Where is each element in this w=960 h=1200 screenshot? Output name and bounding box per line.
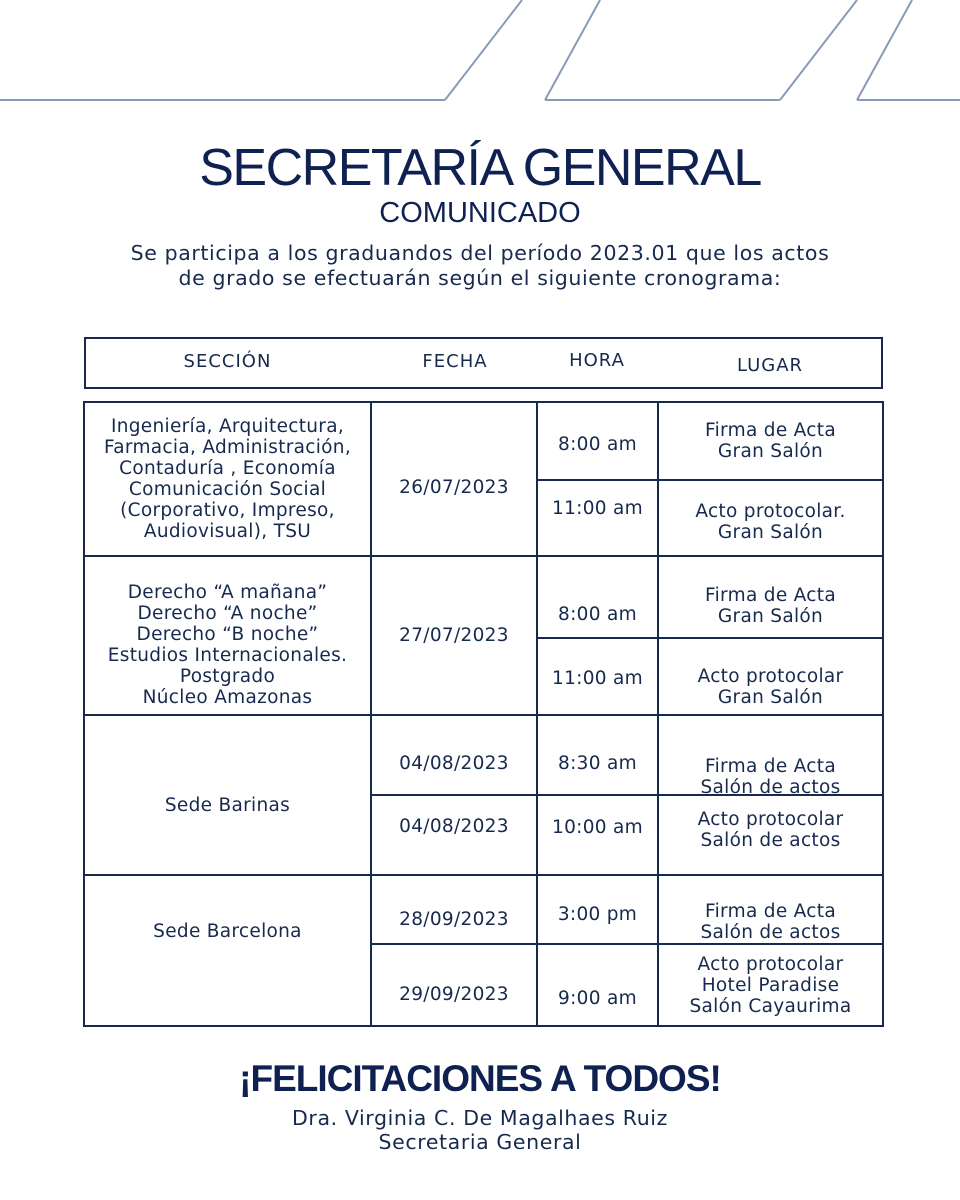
hora-cell: 11:00 am (552, 667, 643, 689)
hora-cell: 9:00 am (558, 987, 637, 1009)
hora-cell: 3:00 pm (557, 903, 638, 925)
hora-cell: 10:00 am (552, 816, 643, 838)
signer-role: Secretaria General (378, 1130, 582, 1154)
page-subtitle: COMUNICADO (379, 197, 581, 229)
fecha-cell: 04/08/2023 (399, 815, 509, 837)
fecha-cell: 27/07/2023 (399, 625, 509, 646)
seccion-cell-barinas: Sede Barinas (164, 794, 291, 816)
lugar-cell: Firma de Acta Gran Salón (705, 585, 836, 627)
fecha-cell: 29/09/2023 (399, 983, 509, 1005)
column-header-hora: HORA (569, 350, 625, 371)
fecha-cell: 04/08/2023 (399, 752, 509, 774)
fecha-cell: 26/07/2023 (399, 476, 509, 498)
lugar-cell: Firma de Acta Gran Salón (705, 420, 836, 462)
lugar-cell: Acto protocolar Salón de actos (697, 809, 844, 851)
hora-cell: 8:00 am (558, 603, 637, 625)
lugar-cell: Firma de Acta Salón de actos (700, 901, 841, 943)
lugar-cell: Acto protocolar. Gran Salón (695, 501, 846, 543)
page-title: SECRETARÍA GENERAL (199, 139, 761, 197)
congratulations-heading: ¡FELICITACIONES A TODOS! (239, 1058, 721, 1099)
column-header-lugar: LUGAR (736, 355, 804, 376)
seccion-cell-derecho: Derecho “A mañana” Derecho “A noche” Derecho “B noche” Estudios Internacionales. Postgrado Núcleo Amazonas (107, 582, 348, 708)
intro-line-1: Se participa a los graduandos del período 2023.01 que los actos (130, 241, 830, 265)
signer-name: Dra. Virginia C. De Magalhaes Ruiz (292, 1106, 668, 1130)
lugar-cell: Acto protocolar Hotel Paradise Salón Cayaurima (689, 953, 852, 1017)
seccion-cell-ingenieria: Ingeniería, Arquitectura, Farmacia, Administración, Contaduría , Economía Comunicación Social (Corporativo, Impreso, Audiovisual), TSU (104, 416, 351, 542)
hora-cell: 11:00 am (552, 497, 643, 519)
column-header-fecha: FECHA (422, 351, 488, 372)
hora-cell: 8:00 am (558, 434, 637, 455)
column-header-seccion: SECCIÓN (183, 351, 272, 372)
seccion-cell-barcelona: Sede Barcelona (153, 920, 302, 942)
lugar-cell: Acto protocolar Gran Salón (697, 666, 844, 708)
hora-cell: 8:30 am (558, 752, 637, 774)
decorative-header-lines (0, 0, 960, 110)
intro-line-2: de grado se efectuarán según el siguiente cronograma: (178, 266, 782, 290)
fecha-cell: 28/09/2023 (399, 908, 509, 930)
lugar-cell: Firma de Acta Salón de actos (700, 756, 841, 798)
intro-text (100, 241, 860, 291)
